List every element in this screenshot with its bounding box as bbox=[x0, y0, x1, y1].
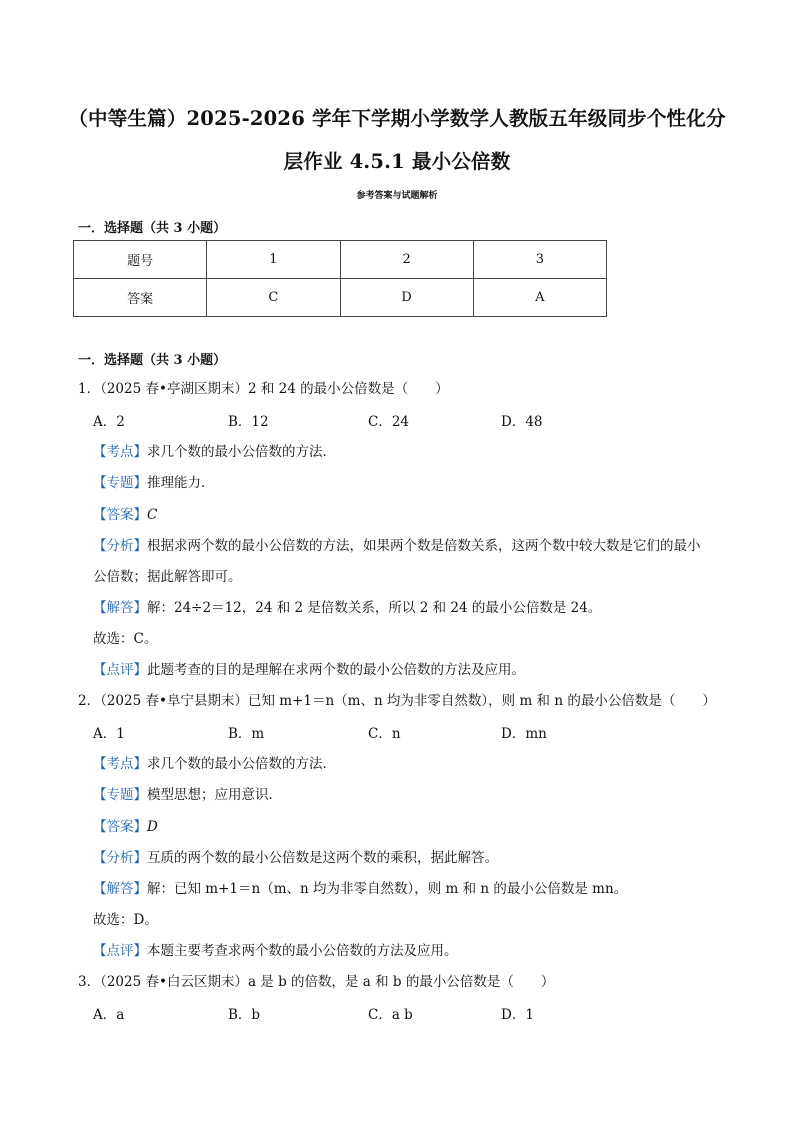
document-title-line-2: 层作业 4.5.1 最小公倍数 bbox=[283, 150, 511, 173]
answer-section-heading: 一．选择题（共 3 小题） bbox=[78, 221, 227, 236]
answer-tag: 【答案】 bbox=[93, 507, 147, 523]
question-3-option-a: A．a bbox=[93, 1007, 125, 1023]
question-3-stem: 3．（2025 春•白云区期末）a 是 b 的倍数，是 a 和 b 的最小公倍数是（ ） bbox=[78, 974, 555, 990]
answer-table bbox=[73, 240, 607, 317]
table-row bbox=[74, 279, 607, 317]
table-row bbox=[74, 241, 607, 279]
question-3-option-d: D．1 bbox=[501, 1007, 534, 1023]
question-1-kaodian: 【考点】求几个数的最小公倍数的方法． bbox=[93, 444, 336, 460]
table-cell: 2 bbox=[340, 241, 473, 279]
question-1-stem: 1．（2025 春•亭湖区期末）2 和 24 的最小公倍数是（ ） bbox=[78, 381, 449, 397]
question-2-solution: 【解答】解：已知 m+1＝n（m、n 均为非零自然数），则 m 和 n 的最小公倍数是 mn。 bbox=[93, 881, 628, 897]
question-1-option-c: C．24 bbox=[368, 414, 410, 430]
question-2-option-c: C．n bbox=[368, 726, 401, 742]
question-2-kaodian: 【考点】求几个数的最小公倍数的方法． bbox=[93, 756, 336, 772]
question-2-analysis: 【分析】互质的两个数的最小公倍数是这两个数的乘积，据此解答。 bbox=[93, 850, 498, 866]
question-1-option-b: B．12 bbox=[228, 414, 269, 430]
zhuanti-tag: 【专题】 bbox=[93, 787, 147, 803]
question-3-option-b: B．b bbox=[228, 1007, 261, 1023]
question-1-comment: 【点评】此题考查的目的是理解在求两个数的最小公倍数的方法及应用。 bbox=[93, 662, 525, 678]
question-2-choice: 故选：D。 bbox=[93, 912, 158, 928]
jieda-tag: 【解答】 bbox=[93, 881, 147, 897]
fenxi-tag: 【分析】 bbox=[93, 538, 147, 554]
table-cell: C bbox=[207, 279, 340, 317]
question-3-option-c: C．a b bbox=[368, 1007, 413, 1023]
table-cell: D bbox=[340, 279, 473, 317]
question-2-answer: 【答案】D bbox=[93, 819, 158, 835]
question-1-choice: 故选：C。 bbox=[93, 631, 158, 647]
detail-section-heading: 一．选择题（共 3 小题） bbox=[78, 353, 227, 368]
question-1-option-d: D．48 bbox=[501, 414, 543, 430]
table-cell: 1 bbox=[207, 241, 340, 279]
fenxi-tag: 【分析】 bbox=[93, 850, 147, 866]
zhuanti-tag: 【专题】 bbox=[93, 475, 147, 491]
question-2-option-a: A．1 bbox=[93, 726, 125, 742]
table-cell: A bbox=[473, 279, 606, 317]
kaodian-tag: 【考点】 bbox=[93, 444, 147, 460]
answer-tag: 【答案】 bbox=[93, 819, 147, 835]
document-title-line-1: （中等生篇）2025-2026 学年下学期小学数学人教版五年级同步个性化分 bbox=[68, 107, 726, 130]
question-1-analysis: 【分析】根据求两个数的最小公倍数的方法，如果两个数是倍数关系，这两个数中较大数是它们的最小 bbox=[93, 538, 701, 554]
document-subtitle: 参考答案与试题解析 bbox=[356, 191, 438, 201]
kaodian-tag: 【考点】 bbox=[93, 756, 147, 772]
question-1-option-a: A．2 bbox=[93, 414, 125, 430]
dianping-tag: 【点评】 bbox=[93, 943, 147, 959]
table-cell: 答案 bbox=[74, 279, 207, 317]
table-cell: 3 bbox=[473, 241, 606, 279]
question-1-answer: 【答案】C bbox=[93, 507, 158, 523]
question-2-option-b: B．m bbox=[228, 726, 265, 742]
question-2-comment: 【点评】本题主要考查求两个数的最小公倍数的方法及应用。 bbox=[93, 943, 458, 959]
dianping-tag: 【点评】 bbox=[93, 662, 147, 678]
question-1-zhuanti: 【专题】推理能力． bbox=[93, 475, 215, 491]
question-2-option-d: D．mn bbox=[501, 726, 547, 742]
question-2-zhuanti: 【专题】模型思想；应用意识． bbox=[93, 787, 282, 803]
table-cell: 题号 bbox=[74, 241, 207, 279]
jieda-tag: 【解答】 bbox=[93, 600, 147, 616]
question-1-analysis-cont: 公倍数；据此解答即可。 bbox=[93, 569, 242, 585]
question-2-stem: 2．（2025 春•阜宁县期末）已知 m+1＝n（m、n 均为非零自然数），则 m 和 n 的最小公倍数是（ ） bbox=[78, 693, 716, 709]
question-1-solution: 【解答】解：24÷2＝12，24 和 2 是倍数关系，所以 2 和 24 的最小公倍数是 24。 bbox=[93, 600, 602, 616]
